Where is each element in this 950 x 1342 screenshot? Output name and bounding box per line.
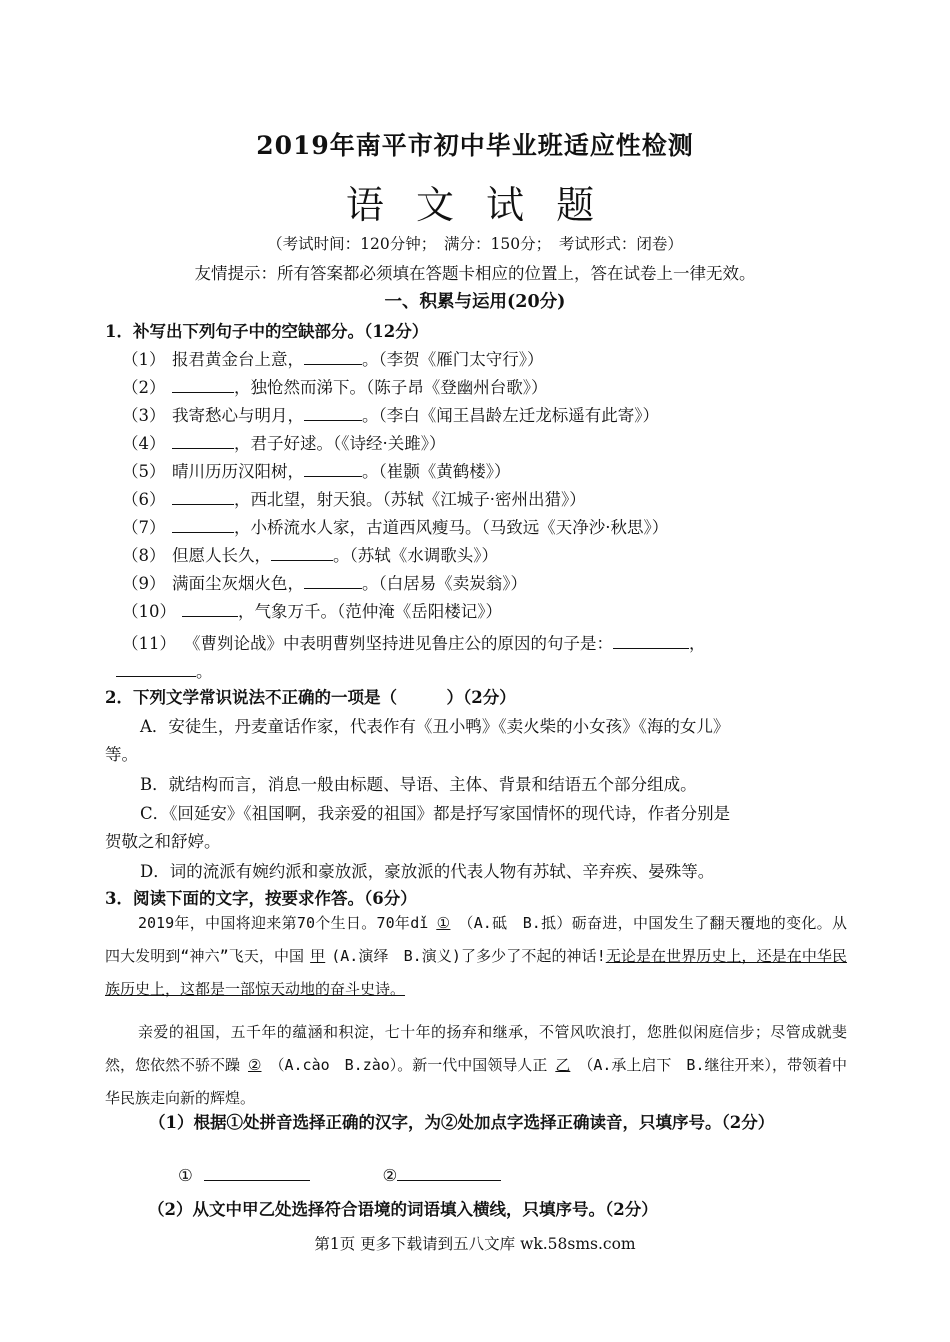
item-number: （11） — [122, 634, 176, 653]
item-number: （4） — [122, 434, 166, 453]
option-c-cont: 贺敬之和舒婷。 — [105, 832, 221, 851]
item-text-after: 。（白居易《卖炭翁》） — [362, 574, 527, 593]
item-number: （2） — [122, 378, 166, 397]
item-number: （1） — [122, 350, 166, 369]
fill-blank[interactable] — [304, 462, 362, 477]
item-text-after: 。（李白《闻王昌龄左迁龙标遥有此寄》） — [362, 406, 659, 425]
fill-blank[interactable] — [304, 406, 362, 421]
option-a-cont: 等。 — [105, 745, 138, 764]
passage-text: （A.cào B.zào）。新一代中国领导人正 — [269, 1056, 548, 1074]
q1-item-7 — [122, 514, 668, 538]
sub-question-1: （1）根据①处拼音选择正确的汉字，为②处加点字选择正确读音，只填序号。（2分） — [149, 1113, 775, 1132]
q1-item-3 — [122, 402, 659, 426]
q1-item-1 — [122, 346, 544, 370]
reading-paragraph-2 — [105, 1016, 847, 1115]
item-text-after: 。（苏轼《水调歌头》） — [333, 546, 498, 565]
item-text-after: 。（崔颢《黄鹤楼》） — [362, 462, 511, 481]
reading-paragraph-1 — [105, 907, 847, 1006]
friendly-tip: 友情提示：所有答案都必须填在答题卡相应的位置上，答在试卷上一律无效。 — [194, 264, 756, 283]
blank-2[interactable]: ② — [248, 1056, 262, 1074]
q1-item-2 — [122, 374, 548, 398]
q1-item-11 — [122, 630, 706, 654]
item-text-after: ，小桥流水人家，古道西风瘦马。（马致远《天净沙·秋思》） — [234, 518, 669, 537]
answer-label-1: ① — [178, 1166, 193, 1185]
section-heading: 一、积累与运用(20分) — [384, 292, 566, 312]
fill-blank[interactable] — [116, 662, 196, 677]
item-text-after: ，君子好逑。（《诗经·关雎》） — [234, 434, 446, 453]
item-number: （6） — [122, 490, 166, 509]
item-text-before: 但愿人长久， — [172, 546, 271, 565]
item-text-before: 《曹刿论战》中表明曹刿坚持进见鲁庄公的原因的句子是： — [184, 634, 613, 653]
fill-blank[interactable] — [182, 602, 238, 617]
fill-blank[interactable] — [304, 350, 362, 365]
q1-item-8 — [122, 542, 498, 566]
q1-item-6 — [122, 486, 586, 510]
q1-item-10 — [122, 598, 502, 622]
blank-jia[interactable]: 甲 — [310, 947, 326, 965]
item-text-after: ，独怆然而涕下。（陈子昂《登幽州台歌》） — [234, 378, 548, 397]
item-text-before: 我寄愁心与明月， — [172, 406, 304, 425]
answer-blank-1[interactable] — [204, 1166, 310, 1181]
exam-title: 2019年南平市初中毕业班适应性检测 — [256, 131, 694, 160]
passage-text: 2019年，中国将迎来第70个生日。70年dǐ — [138, 914, 429, 932]
item-end: 。 — [196, 662, 213, 681]
answer-blank-2[interactable] — [397, 1166, 501, 1181]
fill-blank[interactable] — [304, 574, 362, 589]
item-comma: ， — [689, 634, 706, 653]
underlined-sentence: 无论是在世界历史上，还是在中华民族历史上，这都是一部惊天动地的奋斗史诗。 — [105, 947, 847, 998]
sub-question-2: （2）从文中甲乙处选择符合语境的词语填入横线，只填序号。（2分） — [148, 1200, 658, 1219]
question-3-title: 3．阅读下面的文字，按要求作答。（6分） — [105, 889, 417, 908]
blank-yi[interactable]: 乙 — [555, 1056, 571, 1074]
item-text-before: 报君黄金台上意， — [172, 350, 304, 369]
passage-text: 亲爱的祖国，五千年的蕴涵和积淀，七十年的扬弃和继承，不管风吹浪打，您胜似闲庭信步；尽管成就斐然，您依然不骄不躁 — [105, 1023, 847, 1074]
answer-line — [178, 1166, 501, 1185]
item-number: （9） — [122, 574, 166, 593]
item-number: （3） — [122, 406, 166, 425]
option-a[interactable]: A．安徒生，丹麦童话作家，代表作有《丑小鸭》《卖火柴的小女孩》《海的女儿》 — [140, 717, 730, 736]
fill-blank[interactable] — [172, 490, 234, 505]
fill-blank[interactable] — [172, 434, 234, 449]
answer-label-2: ② — [382, 1166, 398, 1185]
item-number: （5） — [122, 462, 166, 481]
q1-item-11-cont — [116, 658, 213, 682]
option-c[interactable]: C．《回延安》《祖国啊，我亲爱的祖国》都是抒写家国情怀的现代诗，作者分别是 — [140, 804, 731, 823]
fill-blank[interactable] — [172, 518, 234, 533]
fill-blank[interactable] — [172, 378, 234, 393]
question-2-title: 2．下列文学常识说法不正确的一项是（ ）（2分） — [105, 688, 516, 707]
option-b[interactable]: B．就结构而言，消息一般由标题、导语、主体、背景和结语五个部分组成。 — [140, 775, 697, 794]
question-1-title: 1．补写出下列句子中的空缺部分。（12分） — [105, 322, 429, 341]
item-number: （10） — [122, 602, 176, 621]
fill-blank[interactable] — [271, 546, 333, 561]
item-text-before: 晴川历历汉阳树， — [172, 462, 304, 481]
q1-item-4 — [122, 430, 446, 454]
item-text-after: 。（李贺《雁门太守行》） — [362, 350, 544, 369]
passage-text: （A.砥 B.抵）砺奋进，中国发生了翻天覆地的变化。从四大发明到“神六”飞天，中国 — [105, 914, 847, 965]
item-text-after: ，西北望，射天狼。（苏轼《江城子·密州出猎》） — [234, 490, 586, 509]
fill-blank[interactable] — [613, 634, 689, 649]
option-d[interactable]: D．词的流派有婉约派和豪放派，豪放派的代表人物有苏轼、辛弃疾、晏殊等。 — [140, 862, 715, 881]
q1-item-5 — [122, 458, 511, 482]
item-text-before: 满面尘灰烟火色， — [172, 574, 304, 593]
passage-text: (A.演绎 B.演义)了多少了不起的神话! — [331, 947, 606, 965]
page-footer: 第1页 更多下载请到五八文库 wk.58sms.com — [314, 1235, 636, 1253]
exam-info: （考试时间：120分钟； 满分：150分； 考试形式：闭卷） — [267, 235, 683, 253]
item-number: （8） — [122, 546, 166, 565]
subject-title: 语 文 试 题 — [345, 183, 605, 227]
item-number: （7） — [122, 518, 166, 537]
q1-item-9 — [122, 570, 527, 594]
blank-1[interactable]: ① — [436, 914, 451, 932]
passage-text: （A.承上启下 B.继往开来），带领着中华民族走向新的辉煌。 — [105, 1056, 847, 1107]
item-text-after: ，气象万千。（范仲淹《岳阳楼记》） — [238, 602, 502, 621]
